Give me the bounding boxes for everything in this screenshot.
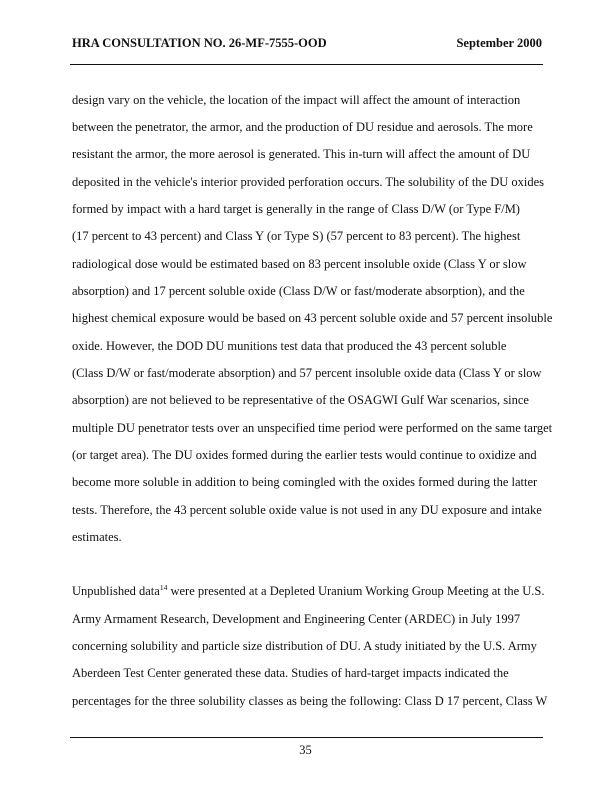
text-line: (17 percent to 43 percent) and Class Y (or Type S) (57 percent to 83 percent). The highest: [72, 229, 521, 243]
text-line: [72, 583, 544, 599]
text-line: absorption) and 17 percent soluble oxide (Class D/W or fast/moderate absorption), and the: [72, 284, 525, 298]
text-line: oxide. However, the DOD DU munitions test data that produced the 43 percent soluble: [72, 339, 507, 353]
text-line: (or target area). The DU oxides formed during the earlier tests would continue to oxidize and: [72, 448, 537, 462]
text-line: Army Armament Research, Development and Engineering Center (ARDEC) in July 1997: [72, 612, 521, 626]
text-line: resistant the armor, the more aerosol is generated. This in-turn will affect the amount of DU: [72, 147, 531, 161]
text-line: highest chemical exposure would be based on 43 percent soluble oxide and 57 percent insoluble: [72, 311, 553, 325]
text-line: estimates.: [72, 530, 122, 544]
text-run: were presented at a Depleted Uranium Working Group Meeting at the U.S.: [167, 584, 545, 598]
text-line: design vary on the vehicle, the location of the impact will affect the amount of interaction: [72, 93, 521, 107]
document-date: September 2000: [456, 36, 542, 50]
text-line: multiple DU penetrator tests over an unspecified time period were performed on the same target: [72, 421, 553, 435]
text-line: concerning solubility and particle size distribution of DU. A study initiated by the U.S. Army: [72, 639, 537, 653]
footnote-reference: 14: [159, 583, 168, 592]
text-line: formed by impact with a hard target is generally in the range of Class D/W (or Type F/M): [72, 202, 520, 216]
footer-rule: [70, 737, 543, 738]
document-title: HRA CONSULTATION NO. 26-MF-7555-OOD: [72, 36, 327, 50]
text-line: tests. Therefore, the 43 percent soluble oxide value is not used in any DU exposure and intake: [72, 503, 542, 517]
header-rule: [70, 64, 543, 65]
text-line: percentages for the three solubility classes as being the following: Class D 17 percent, Class W: [72, 694, 548, 708]
text-line: deposited in the vehicle's interior provided perforation occurs. The solubility of the DU oxides: [72, 175, 545, 189]
text-line: become more soluble in addition to being comingled with the oxides formed during the latter: [72, 475, 538, 489]
text-line: radiological dose would be estimated based on 83 percent insoluble oxide (Class Y or slow: [72, 257, 527, 271]
text-line: absorption) are not believed to be representative of the OSAGWI Gulf War scenarios, since: [72, 393, 529, 407]
text-line: Aberdeen Test Center generated these data. Studies of hard-target impacts indicated the: [72, 666, 509, 680]
text-line: (Class D/W or fast/moderate absorption) and 57 percent insoluble oxide data (Class Y or slow: [72, 366, 542, 380]
page-header: [72, 34, 542, 54]
page-number: 35: [299, 743, 312, 757]
text-line: between the penetrator, the armor, and the production of DU residue and aerosols. The more: [72, 120, 533, 134]
text-run: Unpublished data: [72, 584, 160, 598]
